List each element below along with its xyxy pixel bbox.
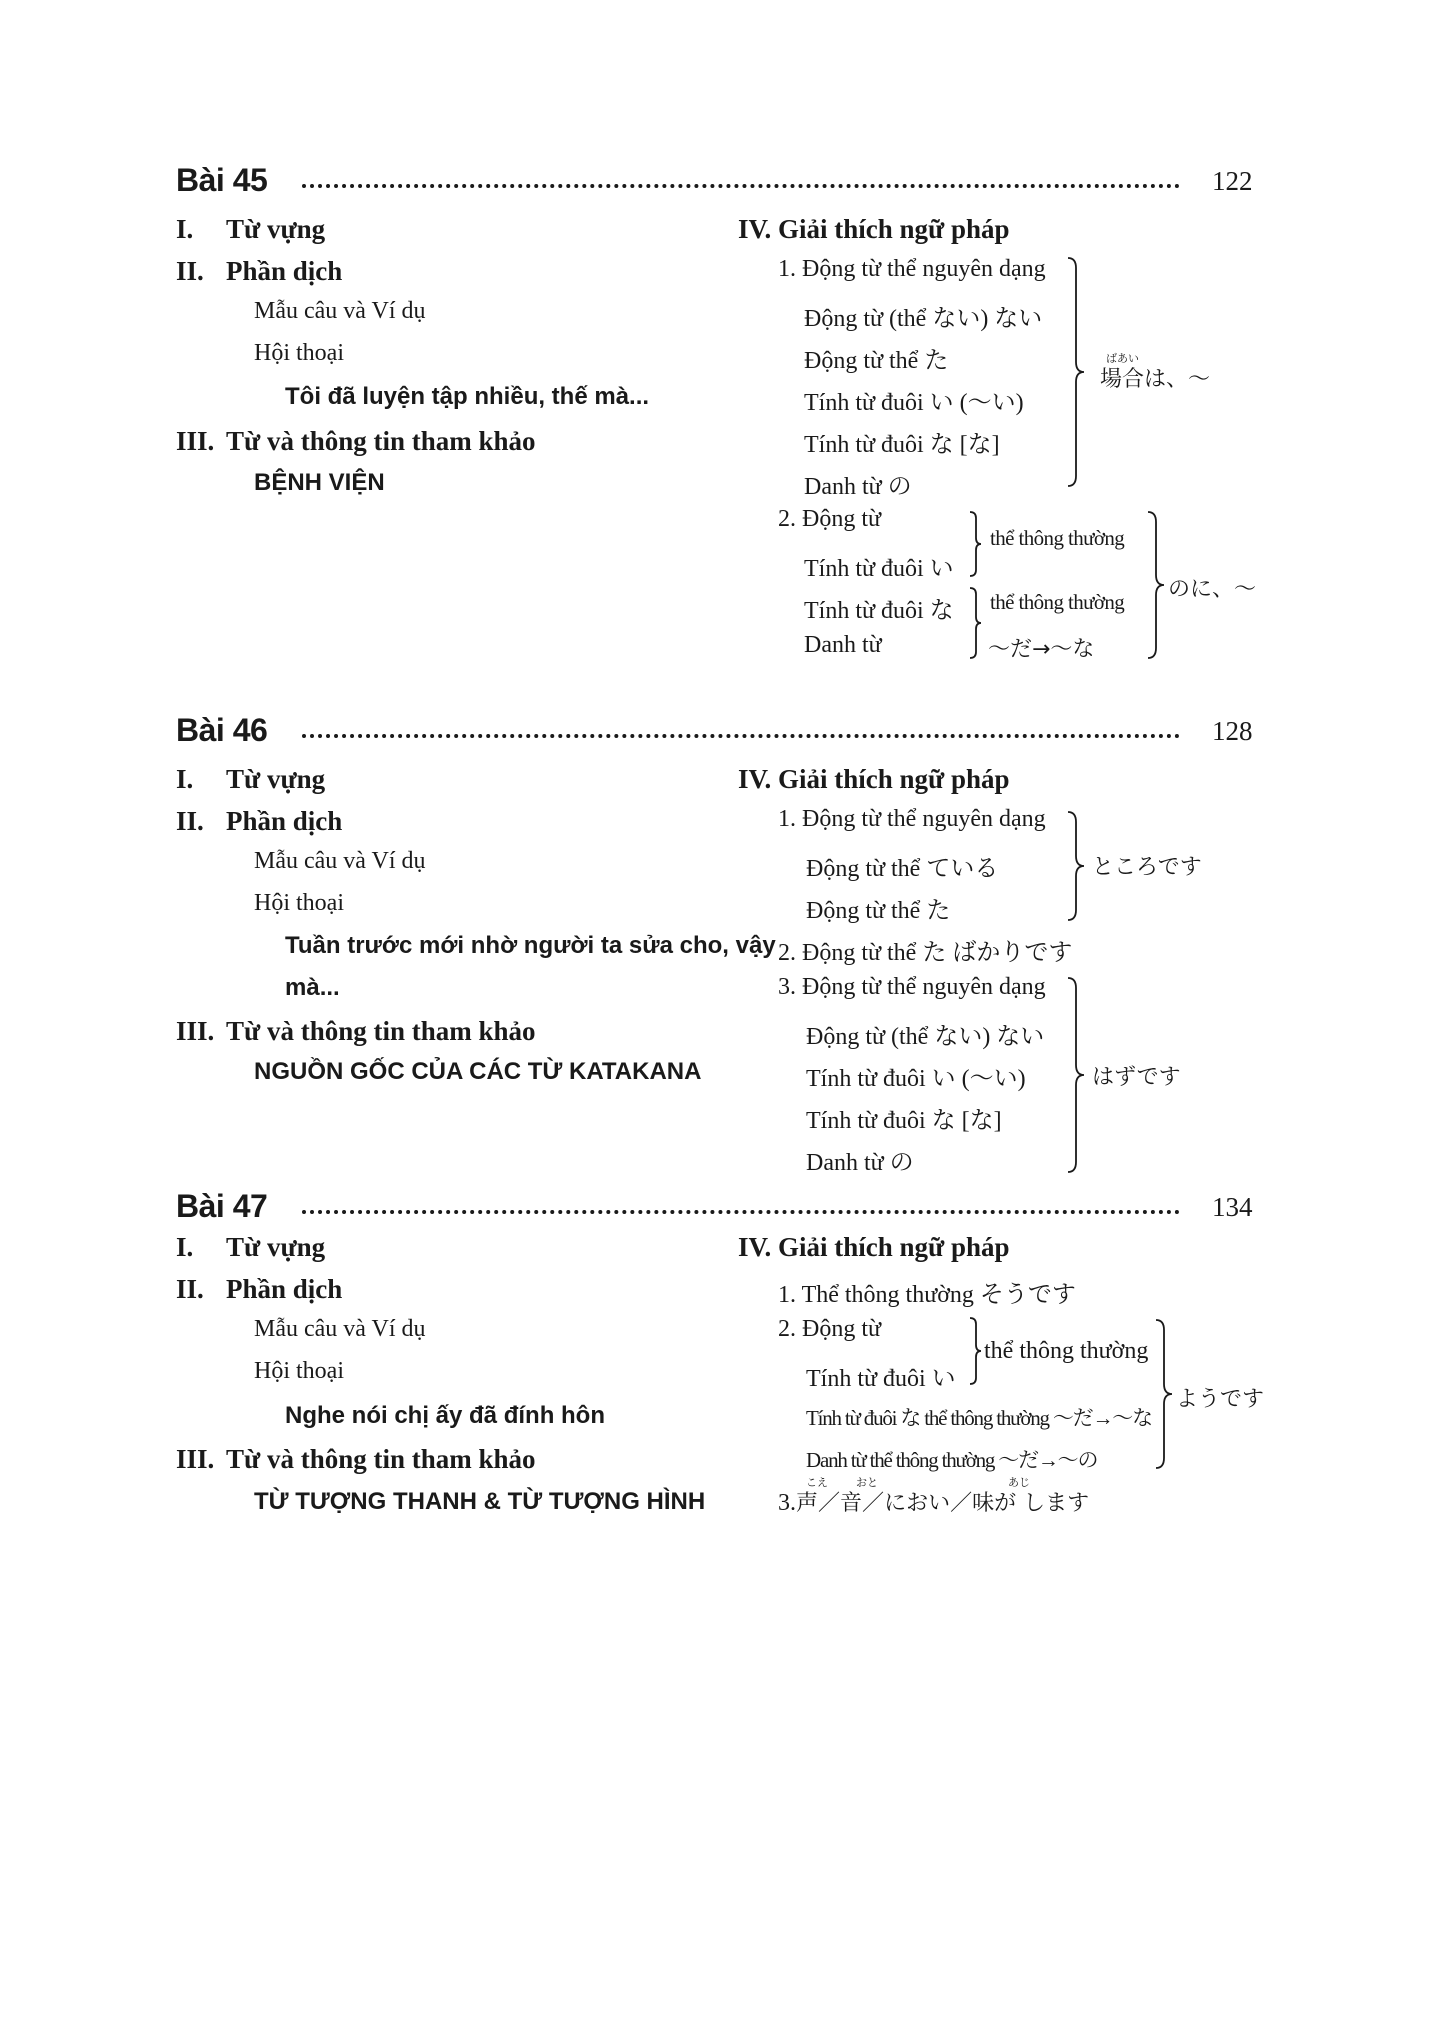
right-brace xyxy=(1066,258,1086,486)
lesson-title: Bài 46 xyxy=(176,712,268,748)
grammar-line: Danh từ の xyxy=(804,474,912,500)
grammar-form: thể thông thường xyxy=(984,1338,1149,1364)
grammar-line: Động từ (thể ない) ない xyxy=(804,306,1043,332)
lesson-title: Bài 47 xyxy=(176,1188,268,1224)
right-brace xyxy=(968,588,982,658)
furigana: あじ xyxy=(1008,1476,1030,1489)
reference-topic: TỪ TƯỢNG THANH & TỪ TƯỢNG HÌNH xyxy=(254,1488,706,1515)
examples-label: Mẫu câu và Ví dụ xyxy=(254,298,426,324)
section-grammar: IV. Giải thích ngữ pháp xyxy=(738,764,1010,794)
grammar-line: 2. Động từ thể た ばかりです xyxy=(778,940,1073,966)
grammar-line: Động từ thể ている xyxy=(806,856,999,882)
section-translation: II. Phần dịch xyxy=(176,256,343,286)
grammar-line: 2. Động từ xyxy=(778,506,882,532)
grammar-form: ～だ→～な xyxy=(988,637,1095,662)
grammar-line: 1. Thể thông thường そうです xyxy=(778,1282,1076,1308)
furigana: こえ xyxy=(806,1476,828,1489)
grammar-line: 3. Động từ thể nguyên dạng xyxy=(778,974,1046,1000)
right-brace xyxy=(1146,512,1166,658)
grammar-line: Tính từ đuôi な [な] xyxy=(806,1108,1002,1134)
grammar-line: 2. Động từ xyxy=(778,1316,882,1342)
grammar-form: thể thông thường xyxy=(990,526,1125,550)
reference-topic: BỆNH VIỆN xyxy=(254,469,385,496)
grammar-line: 1. Động từ thể nguyên dạng xyxy=(778,806,1046,832)
section-vocab: I. Từ vựng xyxy=(176,764,326,794)
conversation-title: Tôi đã luyện tập nhiều, thế mà... xyxy=(285,383,650,410)
right-brace xyxy=(1154,1320,1174,1468)
section-translation: II. Phần dịch xyxy=(176,1274,343,1304)
grammar-line: Động từ (thể ない) ない xyxy=(806,1024,1045,1050)
grammar-result: ようです xyxy=(1176,1387,1265,1412)
section-translation: II. Phần dịch xyxy=(176,806,343,836)
dotted-leader xyxy=(302,734,1180,738)
section-grammar: IV. Giải thích ngữ pháp xyxy=(738,1232,1010,1262)
dotted-leader xyxy=(302,1210,1180,1214)
conversation-title: Nghe nói chị ấy đã đính hôn xyxy=(285,1402,606,1429)
page-number: 122 xyxy=(1212,166,1253,196)
right-brace xyxy=(968,512,982,576)
conversation-label: Hội thoại xyxy=(254,890,344,916)
conversation-label: Hội thoại xyxy=(254,1358,344,1384)
dotted-leader xyxy=(302,184,1180,188)
grammar-line: Tính từ đuôi い xyxy=(804,556,954,582)
grammar-result: のに、～ xyxy=(1168,577,1257,602)
reference-topic: NGUỒN GỐC CỦA CÁC TỪ KATAKANA xyxy=(254,1058,702,1085)
section-reference: III. Từ và thông tin tham khảo xyxy=(176,426,536,456)
grammar-line: Danh từ の xyxy=(806,1150,914,1176)
right-brace xyxy=(968,1318,982,1384)
examples-label: Mẫu câu và Ví dụ xyxy=(254,1316,426,1342)
section-vocab: I. Từ vựng xyxy=(176,214,326,244)
section-vocab: I. Từ vựng xyxy=(176,1232,326,1262)
grammar-line: Danh từ thể thông thường ～だ→～の xyxy=(806,1448,1098,1472)
grammar-line: Tính từ đuôi な [な] xyxy=(804,432,1000,458)
page-number: 134 xyxy=(1212,1192,1253,1222)
grammar-line: Tính từ đuôi い (～い) xyxy=(804,390,1024,416)
grammar-result: はずです xyxy=(1092,1065,1181,1090)
grammar-line: Danh từ xyxy=(804,632,882,658)
section-reference: III. Từ và thông tin tham khảo xyxy=(176,1444,536,1474)
conversation-title: mà... xyxy=(285,974,340,1001)
section-grammar: IV. Giải thích ngữ pháp xyxy=(738,214,1010,244)
grammar-result: 場合は、～ xyxy=(1100,367,1211,392)
grammar-line: Tính từ đuôi い (～い) xyxy=(806,1066,1026,1092)
right-brace xyxy=(1066,978,1086,1172)
grammar-line: Tính từ đuôi い xyxy=(806,1366,956,1392)
grammar-line-3: 3.声／音／におい／味が します xyxy=(778,1490,1090,1516)
conversation-title: Tuần trước mới nhờ người ta sửa cho, vậy xyxy=(285,932,776,959)
grammar-line: Động từ thể た xyxy=(806,898,951,924)
grammar-line: 1. Động từ thể nguyên dạng xyxy=(778,256,1046,282)
right-brace xyxy=(1066,812,1086,920)
conversation-label: Hội thoại xyxy=(254,340,344,366)
grammar-line: Tính từ đuôi な thể thông thường ～だ→～な xyxy=(806,1406,1152,1430)
furigana: おと xyxy=(856,1476,878,1489)
grammar-result: ところです xyxy=(1092,855,1202,880)
examples-label: Mẫu câu và Ví dụ xyxy=(254,848,426,874)
grammar-line: Động từ thể た xyxy=(804,348,949,374)
grammar-form: thể thông thường xyxy=(990,590,1125,614)
grammar-line: Tính từ đuôi な xyxy=(804,598,954,624)
lesson-title: Bài 45 xyxy=(176,162,268,198)
furigana: ばあい xyxy=(1106,352,1139,365)
page-number: 128 xyxy=(1212,716,1253,746)
section-reference: III. Từ và thông tin tham khảo xyxy=(176,1016,536,1046)
